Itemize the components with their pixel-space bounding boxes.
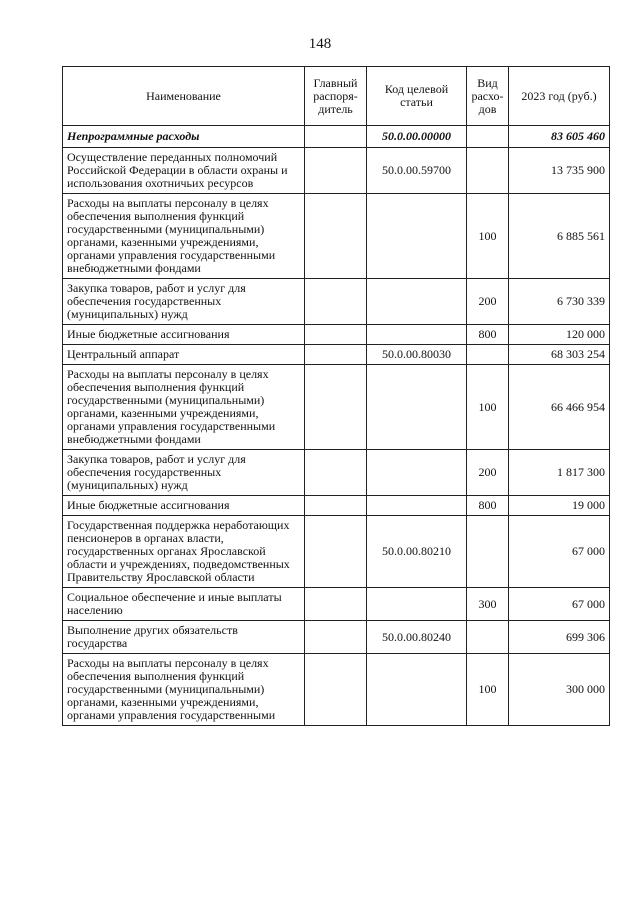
cell-name: Расходы на выплаты персоналу в целях обеспечения выполнения функций государственными (муниципальными) органами, казенными учреждениями, органами управления государственными внебюджетными фондами [63,365,305,450]
table-body [63,126,610,726]
cell-kind: 800 [467,496,509,516]
cell-kind: 200 [467,279,509,325]
cell-admin [305,450,367,496]
cell-admin [305,588,367,621]
cell-code [367,279,467,325]
table-row [63,621,610,654]
cell-admin [305,621,367,654]
table-row [63,148,610,194]
cell-admin [305,279,367,325]
cell-admin [305,148,367,194]
cell-name: Расходы на выплаты персоналу в целях обеспечения выполнения функций государственными (муниципальными) органами, казенными учреждениями, органами управления государственными внебюджетными фондами [63,194,305,279]
cell-name: Закупка товаров, работ и услуг для обеспечения государственных (муниципальных) нужд [63,279,305,325]
table-row [63,365,610,450]
cell-kind [467,345,509,365]
table-row [63,588,610,621]
cell-admin [305,194,367,279]
cell-name: Государственная поддержка неработающих пенсионеров в органах власти, государственных органах Ярославской области и учреждениях, подведомственных Правительству Ярославской области [63,516,305,588]
cell-code [367,588,467,621]
cell-kind [467,126,509,148]
table-row [63,496,610,516]
cell-amount: 6 885 561 [509,194,610,279]
cell-name: Закупка товаров, работ и услуг для обеспечения государственных (муниципальных) нужд [63,450,305,496]
cell-kind [467,516,509,588]
cell-code [367,450,467,496]
table-row [63,194,610,279]
header-amount: 2023 год (руб.) [509,67,610,126]
cell-amount: 1 817 300 [509,450,610,496]
cell-name: Непрограммные расходы [63,126,305,148]
cell-amount: 68 303 254 [509,345,610,365]
page-number: 148 [308,36,332,52]
cell-kind: 200 [467,450,509,496]
cell-amount: 19 000 [509,496,610,516]
table-row [63,516,610,588]
cell-code: 50.0.00.80240 [367,621,467,654]
cell-kind: 100 [467,654,509,726]
cell-kind: 800 [467,325,509,345]
cell-admin [305,496,367,516]
cell-amount: 300 000 [509,654,610,726]
cell-code: 50.0.00.00000 [367,126,467,148]
budget-table [62,66,610,726]
cell-amount: 699 306 [509,621,610,654]
header-kind: Вид расхо-дов [467,67,509,126]
cell-admin [305,126,367,148]
cell-name: Иные бюджетные ассигнования [63,496,305,516]
cell-admin [305,345,367,365]
cell-code [367,194,467,279]
cell-kind: 100 [467,194,509,279]
cell-admin [305,365,367,450]
cell-admin [305,654,367,726]
table-row [63,450,610,496]
table-row [63,654,610,726]
table-row [63,279,610,325]
table-row [63,345,610,365]
header-admin: Главный распоря-дитель [305,67,367,126]
cell-name: Осуществление переданных полномочий Российской Федерации в области охраны и использования охотничьих ресурсов [63,148,305,194]
cell-amount: 83 605 460 [509,126,610,148]
cell-admin [305,325,367,345]
table-header-row [63,67,610,126]
cell-amount: 67 000 [509,516,610,588]
cell-name: Расходы на выплаты персоналу в целях обеспечения выполнения функций государственными (муниципальными) органами, казенными учреждениями, органами управления государственными [63,654,305,726]
cell-kind [467,148,509,194]
cell-code: 50.0.00.59700 [367,148,467,194]
table-row [63,126,610,148]
cell-name: Центральный аппарат [63,345,305,365]
cell-code [367,496,467,516]
cell-name: Социальное обеспечение и иные выплаты населению [63,588,305,621]
cell-kind: 300 [467,588,509,621]
cell-amount: 13 735 900 [509,148,610,194]
cell-name: Выполнение других обязательств государства [63,621,305,654]
header-code: Код целевой статьи [367,67,467,126]
cell-name: Иные бюджетные ассигнования [63,325,305,345]
header-name: Наименование [63,67,305,126]
cell-admin [305,516,367,588]
cell-code: 50.0.00.80030 [367,345,467,365]
cell-code [367,325,467,345]
cell-amount: 67 000 [509,588,610,621]
table-row [63,325,610,345]
cell-amount: 120 000 [509,325,610,345]
cell-kind [467,621,509,654]
cell-code [367,365,467,450]
cell-amount: 66 466 954 [509,365,610,450]
cell-kind: 100 [467,365,509,450]
cell-code [367,654,467,726]
cell-amount: 6 730 339 [509,279,610,325]
cell-code: 50.0.00.80210 [367,516,467,588]
